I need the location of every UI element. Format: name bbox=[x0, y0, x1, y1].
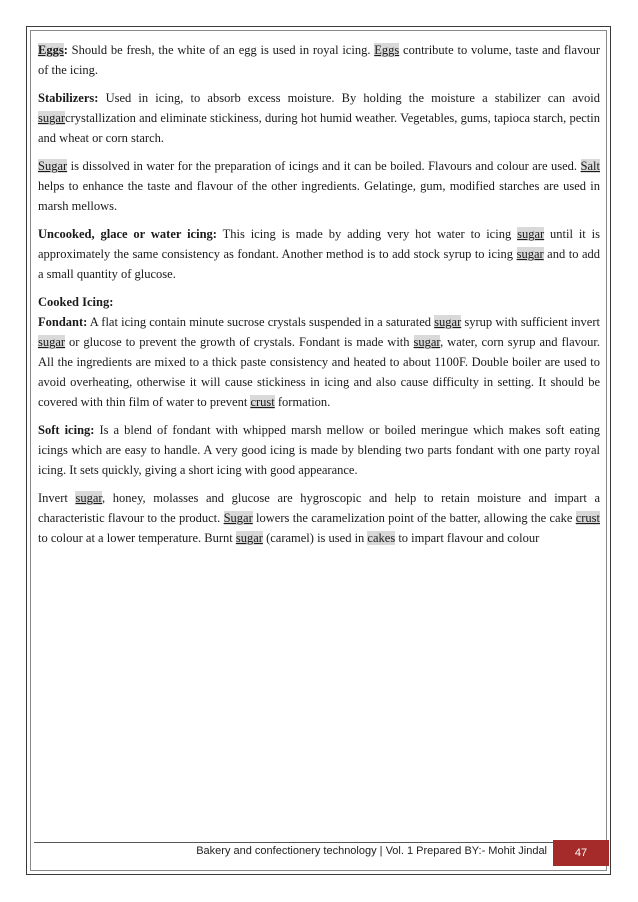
hyperlink-sugar[interactable]: sugar bbox=[517, 227, 545, 241]
text: Used in icing, to absorb excess moisture. By holding the moisture a stabilizer can avoid bbox=[98, 91, 600, 105]
hyperlink-sugar[interactable]: sugar bbox=[75, 491, 103, 505]
paragraph-sugar bbox=[38, 156, 600, 216]
hyperlink-crust[interactable]: crust bbox=[250, 395, 275, 409]
text: Should be fresh, the white of an egg is used in royal icing. bbox=[67, 43, 375, 57]
hyperlink-cakes[interactable]: cakes bbox=[367, 531, 396, 545]
hyperlink-sugar[interactable]: Sugar bbox=[38, 159, 68, 173]
hyperlink-sugar[interactable]: sugar bbox=[516, 247, 544, 261]
text: lowers the caramelization point of the batter, allowing the cake bbox=[252, 511, 576, 525]
hyperlink-sugar[interactable]: sugar bbox=[38, 111, 66, 125]
text: to colour at a lower temperature. Burnt bbox=[38, 531, 236, 545]
text: syrup with sufficient invert bbox=[461, 315, 600, 329]
paragraph-invert-sugar bbox=[38, 488, 600, 548]
paragraph-eggs bbox=[38, 40, 600, 80]
term-eggs: Eggs bbox=[38, 43, 64, 57]
hyperlink-sugar[interactable]: sugar bbox=[235, 531, 263, 545]
paragraph-uncooked-icing bbox=[38, 224, 600, 284]
term-soft-icing: Soft icing: bbox=[38, 423, 95, 437]
page-number: 47 bbox=[553, 840, 609, 866]
text: Is a blend of fondant with whipped marsh mellow or boiled meringue which makes soft eating icings which are easy to handle. A very good icing is made by blending two parts fondant with one party royal icing. It sets quickly, giving a short icing with good appearance. bbox=[38, 423, 601, 477]
text: or glucose to prevent the growth of crystals. Fondant is made with bbox=[65, 335, 414, 349]
text: formation. bbox=[274, 395, 331, 409]
term-stabilizers: Stabilizers: bbox=[38, 91, 99, 105]
paragraph-fondant bbox=[38, 292, 600, 412]
footer-divider bbox=[34, 842, 554, 843]
hyperlink-eggs[interactable]: Eggs bbox=[374, 43, 400, 57]
footer-title: Bakery and confectionery technology | Vol. 1 Prepared BY:- Mohit Jindal bbox=[196, 845, 547, 857]
hyperlink-crust[interactable]: crust bbox=[575, 511, 600, 525]
text: (caramel) is used in bbox=[262, 531, 368, 545]
hyperlink-sugar[interactable]: sugar bbox=[38, 335, 66, 349]
text: crystallization and eliminate stickiness, during hot humid weather. Vegetables, gums, tapioca starch, pectin and wheat or corn starch. bbox=[38, 111, 600, 145]
hyperlink-sugar[interactable]: Sugar bbox=[223, 511, 253, 525]
paragraph-soft-icing bbox=[38, 420, 600, 480]
hyperlink-sugar[interactable]: sugar bbox=[413, 335, 441, 349]
text: Invert bbox=[38, 491, 76, 505]
text: until it is approximately the same consistency as fondant. Another method is to add stock syrup to icing bbox=[38, 227, 600, 261]
text: This icing is made by adding very hot water to icing bbox=[216, 227, 518, 241]
text: is dissolved in water for the preparation of icings and it can be boiled. Flavours and colour are used. bbox=[67, 159, 581, 173]
text: to impart flavour and colour bbox=[395, 531, 540, 545]
text: and to add a small quantity of glucose. bbox=[38, 247, 600, 281]
text: helps to enhance the taste and flavour of the other ingredients. Gelatinge, gum, modified starches are used in marsh mellows. bbox=[38, 179, 600, 213]
text: , water, corn syrup and flavour. All the ingredients are mixed to a thick paste consistency and heated to about 1100F. Double boiler are used to avoid overheating, otherwise it will cause stickiness in icing and also cause difficulty in setting. It should be covered with thin film of water to prevent bbox=[38, 335, 601, 409]
text: A flat icing contain minute sucrose crystals suspended in a saturated bbox=[87, 315, 435, 329]
text: contribute to volume, taste and flavour of the icing. bbox=[38, 43, 600, 77]
term-colon: : bbox=[63, 43, 68, 57]
paragraph-stabilizers bbox=[38, 88, 600, 148]
term-uncooked-icing: Uncooked, glace or water icing: bbox=[38, 227, 217, 241]
heading-cooked-icing: Cooked Icing: bbox=[38, 295, 114, 309]
document-body bbox=[38, 40, 600, 556]
text: , honey, molasses and glucose are hygroscopic and help to retain moisture and impart a characteristic flavour to the product. bbox=[38, 491, 600, 525]
hyperlink-salt[interactable]: Salt bbox=[580, 159, 600, 173]
hyperlink-sugar[interactable]: sugar bbox=[434, 315, 462, 329]
term-fondant: Fondant: bbox=[38, 315, 88, 329]
